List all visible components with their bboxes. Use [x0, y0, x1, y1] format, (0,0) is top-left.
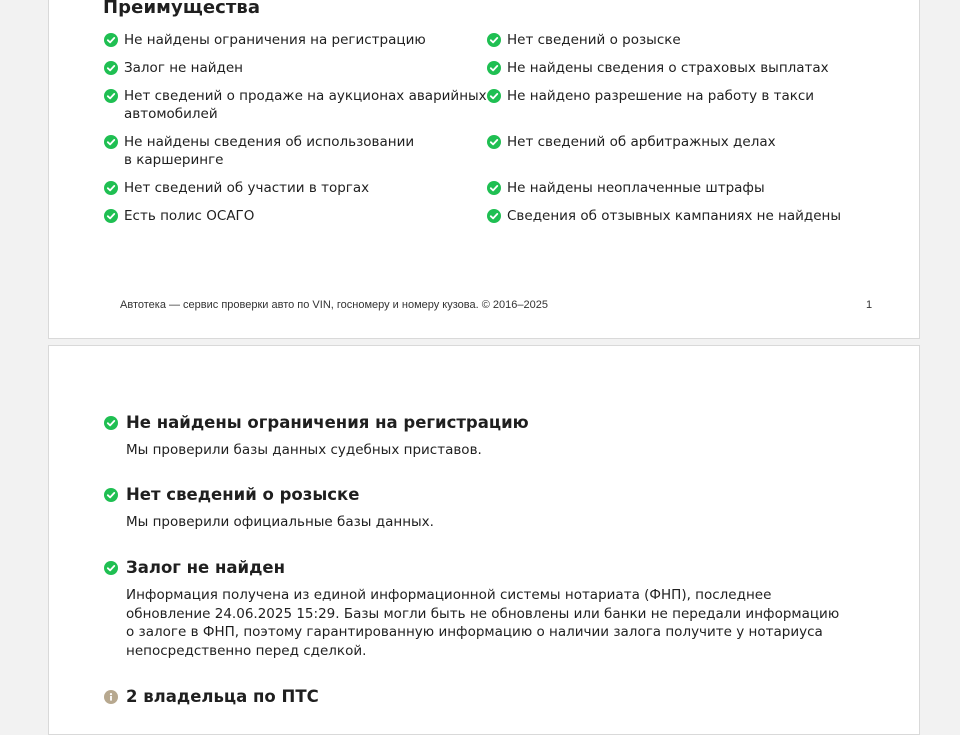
detail-title: Залог не найден [126, 558, 285, 577]
check-circle-icon [487, 135, 501, 149]
advantage-item [487, 59, 874, 87]
check-circle-icon [104, 181, 118, 195]
advantage-text: Есть полис ОСАГО [124, 208, 255, 224]
advantage-text: Не найдены ограничения на регистрацию [124, 32, 426, 48]
check-circle-icon [104, 416, 118, 430]
advantage-item [104, 59, 487, 87]
detail-block [104, 485, 844, 532]
check-circle-icon [487, 209, 501, 223]
advantage-text: Залог не найден [124, 60, 243, 76]
check-circle-icon [487, 33, 501, 47]
detail-text: Информация получена из единой информационной системы нотариата (ФНП), последнее обновление 24.06.2025 15:29. Базы могли быть не обновлены или банки не передали информацию о залоге в ФНП, поэтому гарантированную информацию о наличии залога получите у нотариуса непосредственно перед сделкой. [126, 587, 840, 659]
detail-text: Мы проверили официальные базы данных. [126, 514, 434, 530]
advantage-text: Нет сведений о розыске [507, 32, 681, 48]
advantage-text: Нет сведений об участии в торгах [124, 180, 370, 196]
advantages-title: Преимущества [103, 0, 261, 18]
advantage-item [104, 207, 487, 235]
check-circle-icon [104, 89, 118, 103]
advantage-item [104, 31, 487, 59]
check-circle-icon [104, 33, 118, 47]
advantage-text: Не найдены сведения об использовании в каршеринге [124, 134, 415, 168]
check-circle-icon [104, 61, 118, 75]
footer-text: Автотека — сервис проверки авто по VIN, госномеру и номеру кузова. © 2016–2025 [120, 299, 548, 311]
detail-block [104, 687, 844, 706]
advantage-item [104, 87, 487, 133]
detail-text: Мы проверили базы данных судебных приставов. [126, 442, 482, 458]
advantage-item [487, 31, 874, 59]
check-circle-icon [487, 181, 501, 195]
check-circle-icon [104, 135, 118, 149]
advantages-list [104, 31, 874, 235]
check-circle-icon [487, 89, 501, 103]
page-number: 1 [866, 299, 873, 311]
advantage-text: Не найдены сведения о страховых выплатах [507, 60, 829, 76]
report-page-2 [48, 345, 920, 735]
advantage-item [104, 179, 487, 207]
advantage-text: Не найдено разрешение на работу в такси [507, 88, 815, 104]
report-page-1 [48, 0, 920, 339]
detail-block [104, 413, 844, 460]
advantage-text: Нет сведений о продаже на аукционах аварийных автомобилей [124, 88, 487, 122]
advantage-item [104, 133, 487, 179]
detail-title: Не найдены ограничения на регистрацию [126, 413, 529, 432]
advantage-item [487, 87, 874, 133]
advantage-text: Не найдены неоплаченные штрафы [507, 180, 765, 196]
info-icon [104, 690, 118, 704]
detail-title: Нет сведений о розыске [126, 485, 360, 504]
check-circle-icon [104, 209, 118, 223]
check-circle-icon [104, 488, 118, 502]
detail-title: 2 владельца по ПТС [126, 687, 319, 706]
check-circle-icon [104, 561, 118, 575]
detail-block [104, 558, 844, 660]
advantage-item [487, 179, 874, 207]
advantage-text: Сведения об отзывных кампаниях не найдены [507, 208, 842, 224]
check-circle-icon [487, 61, 501, 75]
advantage-item [487, 133, 874, 179]
advantage-text: Нет сведений об арбитражных делах [507, 134, 776, 150]
advantage-item [487, 207, 874, 235]
